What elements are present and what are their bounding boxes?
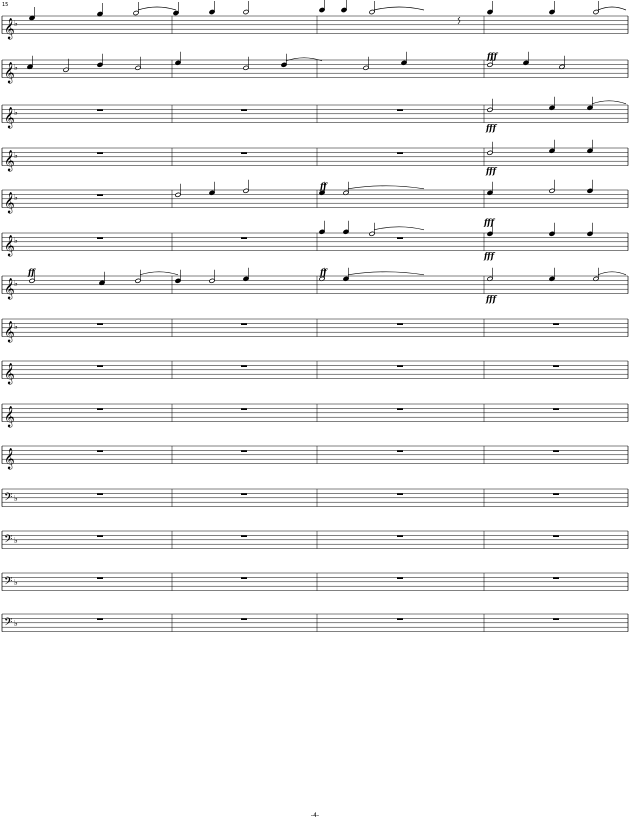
treble-clef: 𝄞 [4,107,15,129]
whole-rest [397,450,403,452]
whole-rest [241,493,247,495]
staff-15 [2,614,628,632]
treble-clef: 𝄞 [4,235,15,257]
treble-clef: 𝄞 [4,192,15,214]
staff-13 [2,531,628,549]
flat-key-signature: ♭ [14,536,18,545]
whole-rest [553,577,559,579]
whole-rest [397,152,403,154]
whole-rest [97,194,103,196]
whole-rest [241,152,247,154]
tie [138,7,176,10]
bass-clef: 𝄢 [4,533,13,549]
whole-rest [241,237,247,239]
whole-rest [397,237,403,239]
whole-rest [97,365,103,367]
staff-5 [2,180,628,214]
staff-7 [2,267,628,304]
flat-key-signature: ♭ [14,63,18,72]
staff-8 [2,319,628,343]
staff-2 [2,51,628,84]
flat-key-signature: ♭ [14,279,18,288]
tie [598,7,626,10]
whole-rest [241,618,247,620]
whole-rest [553,535,559,537]
staff-1 [2,0,628,40]
whole-rest [397,577,403,579]
dynamic-marking: fff [486,293,497,304]
dynamic-marking: fff [487,51,498,61]
dynamic-marking: ff [28,267,35,277]
whole-rest [553,365,559,367]
whole-rest [241,323,247,325]
whole-rest [97,577,103,579]
whole-rest [553,493,559,495]
tie [348,186,424,189]
tie [374,227,424,230]
treble-clef: 𝄞 [4,321,15,343]
whole-rest [397,618,403,620]
whole-rest [241,365,247,367]
page-number: -4- [310,812,320,819]
flat-key-signature: ♭ [14,494,18,503]
whole-rest [241,577,247,579]
staff-6 [2,217,628,261]
flat-key-signature: ♭ [14,236,18,245]
staff-3 [2,97,628,133]
whole-rest [397,408,403,410]
treble-clef: 𝄞 [4,150,15,172]
whole-rest [241,450,247,452]
dynamic-marking: fff [486,165,497,176]
whole-rest [241,408,247,410]
whole-rest [97,109,103,111]
dynamic-marking: fff [484,217,495,227]
tie [374,7,424,10]
bass-clef: 𝄢 [4,491,13,507]
flat-key-signature: ♭ [14,578,18,587]
treble-clef: 𝄞 [4,18,15,40]
tie [598,272,626,275]
bass-clef: 𝄢 [4,616,13,632]
flat-key-signature: ♭ [14,19,18,28]
whole-rest [397,109,403,111]
flat-key-signature: ♭ [14,193,18,202]
staff-4 [2,140,628,176]
treble-clef: 𝄞 [4,406,15,428]
whole-rest [97,493,103,495]
whole-rest [397,365,403,367]
whole-rest [97,152,103,154]
whole-rest [397,493,403,495]
flat-key-signature: ♭ [14,151,18,160]
tie [286,58,322,61]
measure-number: 15 [2,2,9,8]
whole-rest [553,323,559,325]
staff-9 [2,361,628,385]
whole-rest [97,323,103,325]
flat-key-signature: ♭ [14,322,18,331]
bass-clef: 𝄢 [4,575,13,591]
whole-rest [97,535,103,537]
whole-rest [97,408,103,410]
dynamic-marking: fff [486,122,497,133]
whole-rest [397,535,403,537]
whole-rest [97,618,103,620]
flat-key-signature: ♭ [14,619,18,628]
whole-rest [97,237,103,239]
dynamic-marking: fff [484,250,495,261]
dynamic-marking: ff [320,181,327,191]
dynamic-marking: ff [320,267,327,277]
whole-rest [553,618,559,620]
treble-clef: 𝄞 [4,363,15,385]
whole-rest [97,450,103,452]
whole-rest [241,535,247,537]
staff-12 [2,489,628,507]
staff-10 [2,404,628,428]
staff-11 [2,446,628,470]
tie [592,101,626,104]
whole-rest [241,109,247,111]
treble-clef: 𝄞 [4,62,15,84]
tie [348,272,424,275]
flat-key-signature: ♭ [14,108,18,117]
staff-14 [2,573,628,591]
whole-rest [553,408,559,410]
whole-rest [397,323,403,325]
treble-clef: 𝄞 [4,278,15,300]
treble-clef: 𝄞 [4,448,15,470]
tie [140,272,178,275]
whole-rest [553,450,559,452]
